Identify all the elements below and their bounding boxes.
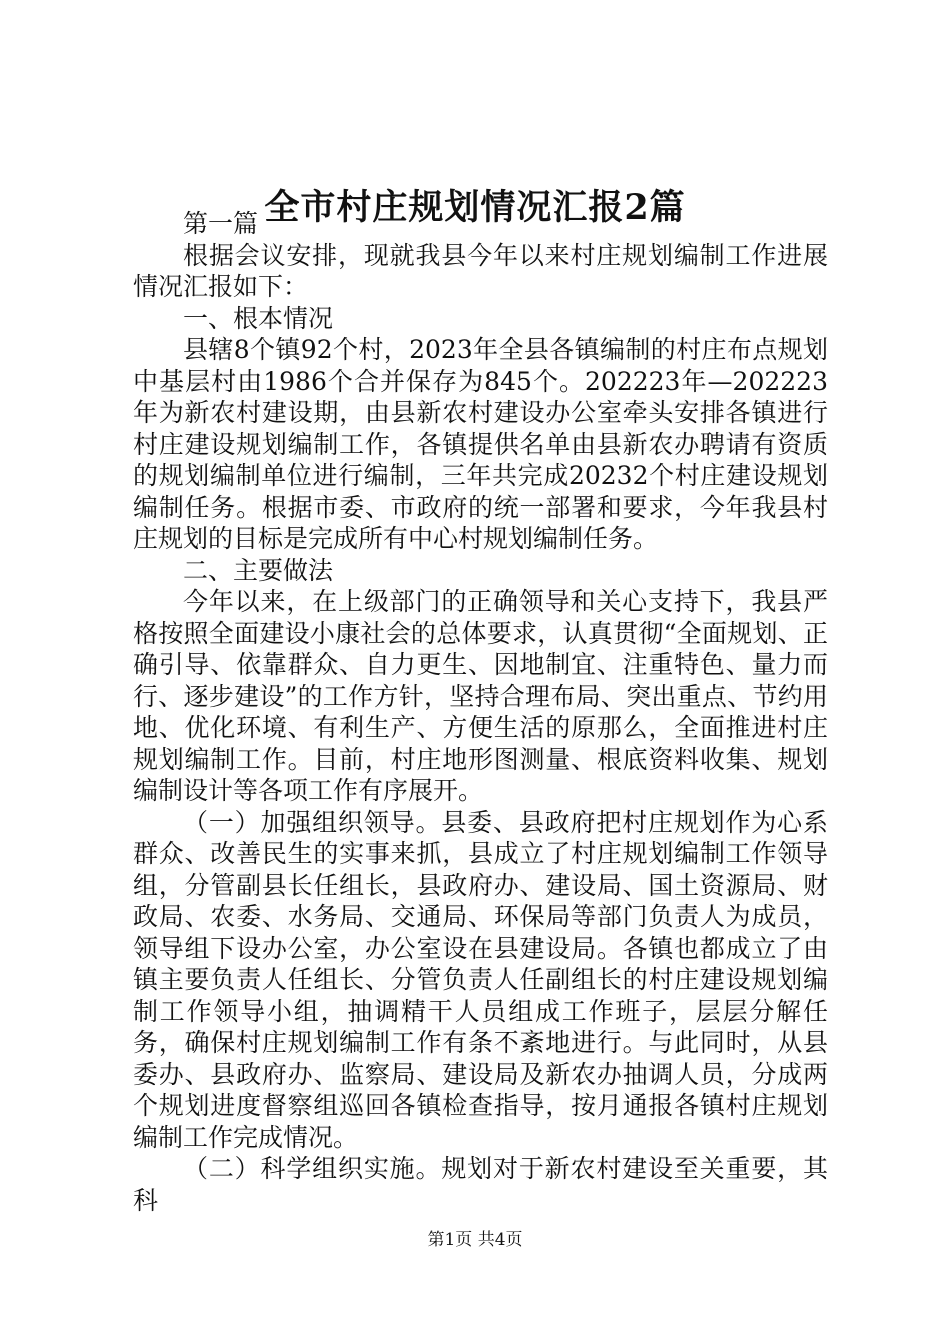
section-heading-main-practices: 二、主要做法	[183, 555, 334, 585]
main-practices-paragraph: 今年以来，在上级部门的正确领导和关心支持下，我县严格按照全面建设小康社会的总体要求，认真贯彻“全面规划、正确引导、依靠群众、自力更生、因地制宜、注重特色、量力而行、逐步建设”的工作方针，坚持合理布局、突出重点、节约用地、优化环境、有利生产、方便生活的原那么，全面推进村庄规划编制工作。目前，村庄地形图测量、根底资料收集、规划编制设计等各项工作有序展开。	[133, 587, 828, 805]
basic-situation-paragraph: 县辖8个镇92个村，2023年全县各镇编制的村庄布点规划中基层村由1986个合并保存为845个。202223年—202223年为新农村建设期，由县新农村建设办公室牵头安排各镇进行村庄建设规划编制工作，各镇提供名单由县新农办聘请有资质的规划编制单位进行编制，三年共完成20232个村庄建设规划编制任务。根据市委、市政府的统一部署和要求，今年我县村庄规划的目标是完成所有中心村规划编制任务。	[133, 335, 828, 553]
section-heading-basic-situation: 一、根本情况	[183, 303, 334, 333]
page-number-footer: 第1页 共4页	[427, 1230, 523, 1250]
section-heading-part-one: 第一篇	[183, 209, 259, 238]
intro-paragraph: 根据会议安排，现就我县今年以来村庄规划编制工作进展情况汇报如下：	[133, 240, 828, 301]
scientific-implementation-paragraph: （二）科学组织实施。规划对于新农村建设至关重要，其科	[133, 1154, 828, 1215]
organization-leadership-paragraph: （一）加强组织领导。县委、县政府把村庄规划作为心系群众、改善民生的实事来抓，县成立了村庄规划编制工作领导组，分管副县长任组长，县政府办、建设局、国土资源局、财政局、农委、水务局、交通局、环保局等部门负责人为成员，领导组下设办公室，办公室设在县建设局。各镇也都成立了由镇主要负责人任组长、分管负责人任副组长的村庄建设规划编制工作领导小组，抽调精干人员组成工作班子，层层分解任务，确保村庄规划编制工作有条不紊地进行。与此同时，从县委办、县政府办、监察局、建设局及新农办抽调人员，分成两个规划进度督察组巡回各镇检查指导，按月通报各镇村庄规划编制工作完成情况。	[133, 807, 828, 1152]
document-title: 全市村庄规划情况汇报2篇	[264, 187, 686, 228]
document-body	[133, 208, 828, 1216]
